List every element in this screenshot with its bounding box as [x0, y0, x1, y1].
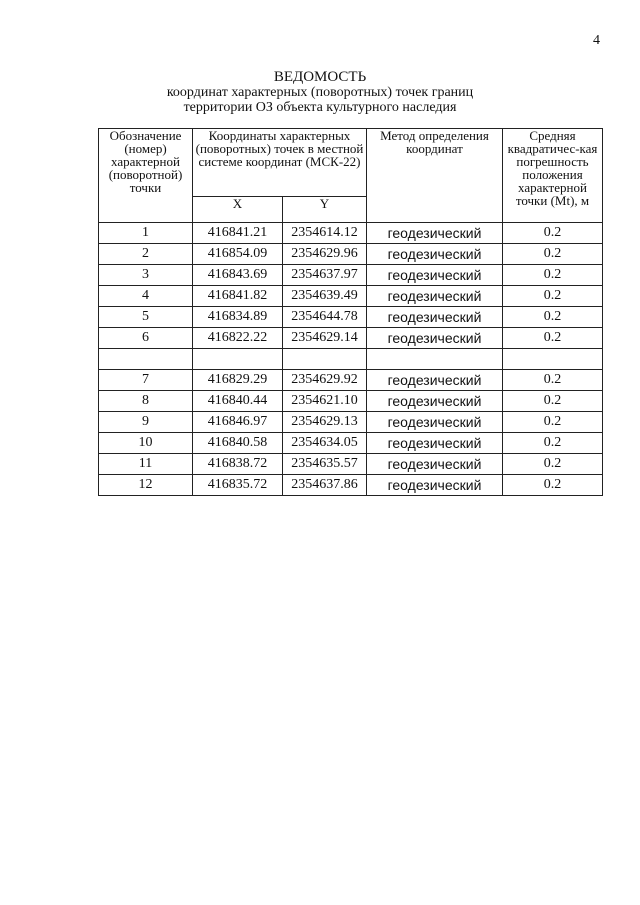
point-number-cell: 7 — [99, 370, 193, 391]
method-cell: геодезический — [367, 412, 503, 433]
header-x: X — [193, 197, 283, 223]
x-coordinate-cell: 416841.21 — [193, 223, 283, 244]
coordinates-table — [98, 128, 603, 496]
document-title: ВЕДОМОСТЬ — [273, 69, 367, 85]
method-cell: геодезический — [367, 391, 503, 412]
method-cell: геодезический — [367, 307, 503, 328]
y-coordinate-cell: 2354639.49 — [283, 286, 367, 307]
point-number-cell: 12 — [99, 475, 193, 496]
point-number-cell: 6 — [99, 328, 193, 349]
method-cell: геодезический — [367, 223, 503, 244]
point-number-cell: 3 — [99, 265, 193, 286]
header-method: Метод определения координат — [367, 129, 503, 223]
error-cell: 0.2 — [503, 433, 603, 454]
error-cell: 0.2 — [503, 223, 603, 244]
x-coordinate-cell: 416829.29 — [193, 370, 283, 391]
y-coordinate-cell: 2354634.05 — [283, 433, 367, 454]
table-row — [99, 244, 603, 265]
x-coordinate-cell: 416835.72 — [193, 475, 283, 496]
empty-cell — [283, 349, 367, 370]
error-cell: 0.2 — [503, 475, 603, 496]
table-row — [99, 475, 603, 496]
method-cell: геодезический — [367, 265, 503, 286]
method-cell: геодезический — [367, 370, 503, 391]
table-row — [99, 307, 603, 328]
x-coordinate-cell: 416834.89 — [193, 307, 283, 328]
error-cell: 0.2 — [503, 454, 603, 475]
page-number: 4 — [593, 33, 600, 48]
empty-cell — [367, 349, 503, 370]
y-coordinate-cell: 2354644.78 — [283, 307, 367, 328]
header-error: Средняя квадратичес-кая погрешность положения характерной точки (Mt), м — [503, 129, 603, 223]
x-coordinate-cell: 416840.44 — [193, 391, 283, 412]
table-row — [99, 286, 603, 307]
empty-separator-row — [99, 349, 603, 370]
x-coordinate-cell: 416846.97 — [193, 412, 283, 433]
point-number-cell: 5 — [99, 307, 193, 328]
point-number-cell: 9 — [99, 412, 193, 433]
table-row — [99, 412, 603, 433]
y-coordinate-cell: 2354614.12 — [283, 223, 367, 244]
title-block — [0, 70, 640, 115]
point-number-cell: 8 — [99, 391, 193, 412]
table-row — [99, 433, 603, 454]
x-coordinate-cell: 416841.82 — [193, 286, 283, 307]
method-cell: геодезический — [367, 286, 503, 307]
empty-cell — [193, 349, 283, 370]
error-cell: 0.2 — [503, 307, 603, 328]
method-cell: геодезический — [367, 433, 503, 454]
y-coordinate-cell: 2354637.97 — [283, 265, 367, 286]
x-coordinate-cell: 416843.69 — [193, 265, 283, 286]
y-coordinate-cell: 2354629.96 — [283, 244, 367, 265]
point-number-cell: 11 — [99, 454, 193, 475]
y-coordinate-cell: 2354629.92 — [283, 370, 367, 391]
table-row — [99, 370, 603, 391]
y-coordinate-cell: 2354629.13 — [283, 412, 367, 433]
table-row — [99, 265, 603, 286]
error-cell: 0.2 — [503, 328, 603, 349]
error-cell: 0.2 — [503, 391, 603, 412]
empty-cell — [99, 349, 193, 370]
header-y: Y — [283, 197, 367, 223]
table-body — [99, 223, 603, 496]
x-coordinate-cell: 416854.09 — [193, 244, 283, 265]
header-coordinates: Координаты характерных (поворотных) точек в местной системе координат (МСК-22) — [193, 129, 367, 197]
document-subtitle-line1: координат характерных (поворотных) точек границ — [166, 85, 474, 100]
header-designation: Обозначение (номер) характерной (поворотной) точки — [99, 129, 193, 223]
y-coordinate-cell: 2354629.14 — [283, 328, 367, 349]
method-cell: геодезический — [367, 475, 503, 496]
table-row — [99, 454, 603, 475]
y-coordinate-cell: 2354637.86 — [283, 475, 367, 496]
x-coordinate-cell: 416838.72 — [193, 454, 283, 475]
error-cell: 0.2 — [503, 370, 603, 391]
method-cell: геодезический — [367, 454, 503, 475]
point-number-cell: 4 — [99, 286, 193, 307]
document-subtitle-line2: территории ОЗ объекта культурного наследия — [183, 100, 457, 115]
point-number-cell: 2 — [99, 244, 193, 265]
error-cell: 0.2 — [503, 412, 603, 433]
error-cell: 0.2 — [503, 265, 603, 286]
table-row — [99, 328, 603, 349]
y-coordinate-cell: 2354635.57 — [283, 454, 367, 475]
error-cell: 0.2 — [503, 244, 603, 265]
point-number-cell: 10 — [99, 433, 193, 454]
empty-cell — [503, 349, 603, 370]
method-cell: геодезический — [367, 328, 503, 349]
x-coordinate-cell: 416822.22 — [193, 328, 283, 349]
y-coordinate-cell: 2354621.10 — [283, 391, 367, 412]
method-cell: геодезический — [367, 244, 503, 265]
x-coordinate-cell: 416840.58 — [193, 433, 283, 454]
table-row — [99, 223, 603, 244]
point-number-cell: 1 — [99, 223, 193, 244]
table-row — [99, 391, 603, 412]
error-cell: 0.2 — [503, 286, 603, 307]
